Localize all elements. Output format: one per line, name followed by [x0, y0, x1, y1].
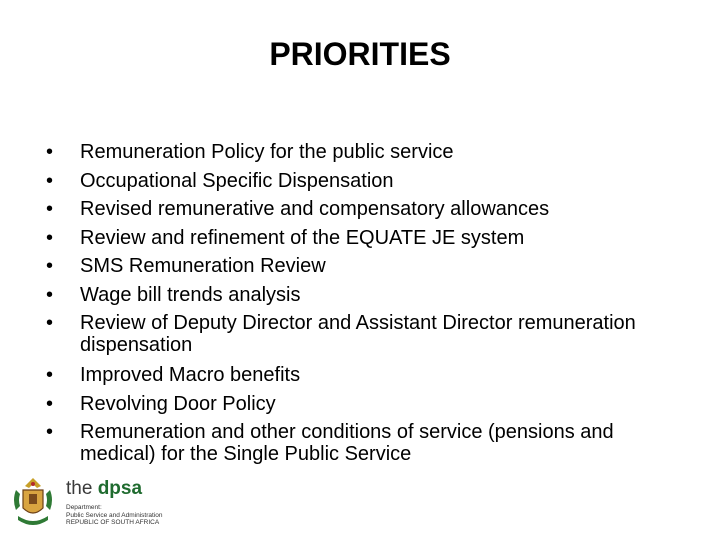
list-item: • Review of Deputy Director and Assistant Director remuneration dispensation — [46, 312, 686, 356]
list-item: • Revised remunerative and compensatory allowances — [46, 195, 686, 224]
logo-the: the — [66, 478, 93, 499]
dpsa-logo — [8, 476, 168, 532]
list-item: • Revolving Door Policy — [46, 390, 686, 419]
logo-line-2: Public Service and Administration — [66, 511, 163, 519]
list-item: • Remuneration Policy for the public service — [46, 138, 686, 167]
coat-of-arms-icon — [8, 476, 58, 528]
logo-wordmark — [66, 478, 142, 500]
priorities-list — [46, 138, 686, 465]
logo-line-1: Department: — [66, 504, 102, 511]
list-item: • Review and refinement of the EQUATE JE system — [46, 224, 686, 253]
logo-name: dpsa — [97, 478, 143, 499]
logo-line-3: REPUBLIC OF SOUTH AFRICA — [66, 519, 160, 526]
list-item: • Wage bill trends analysis — [46, 281, 686, 310]
list-item: • Occupational Specific Dispensation — [46, 167, 686, 196]
slide-title: PRIORITIES — [269, 36, 451, 72]
list-item: • SMS Remuneration Review — [46, 252, 686, 281]
logo-subtitle — [66, 504, 162, 527]
list-item: • Improved Macro benefits — [46, 361, 686, 390]
list-item: • Remuneration and other conditions of service (pensions and medical) for the Single Public Service — [46, 421, 686, 465]
